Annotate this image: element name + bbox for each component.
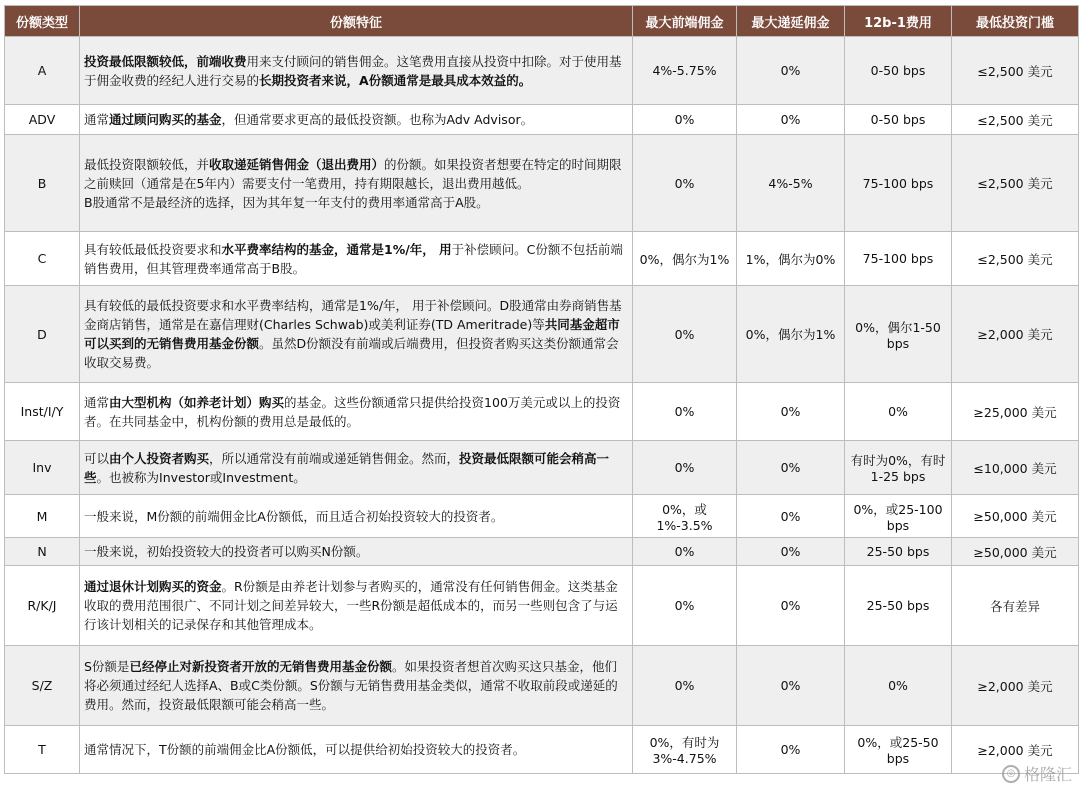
table-row: [5, 441, 1079, 495]
fee-12b1-cell: 25-50 bps: [845, 566, 952, 646]
feature-text: 最低投资限额较低，并: [84, 156, 210, 172]
watermark-logo-icon: ◎: [1002, 765, 1020, 783]
table-row: [5, 286, 1079, 383]
feature-text: 通常情况下，T份额的前端佣金比A份额低，可以提供给初始投资较大的投资者。: [84, 742, 526, 757]
feature-text-bold: 投资最低限额较低，前端收费: [84, 53, 247, 69]
feature-text: 。也被称为Investor或Investment。: [96, 469, 306, 485]
fee-12b1-cell: 75-100 bps: [845, 232, 952, 286]
feature-text-bold: 用: [434, 241, 452, 257]
min-investment-cell: ≥2,000 美元: [952, 726, 1079, 774]
share-type-cell: Inst/I/Y: [5, 383, 80, 441]
min-investment-cell: ≥2,000 美元: [952, 286, 1079, 383]
share-features-cell: [80, 566, 633, 646]
share-type-cell: T: [5, 726, 80, 774]
fee-12b1-cell: 0%，或25-50 bps: [845, 726, 952, 774]
table-row: [5, 383, 1079, 441]
feature-text-bold: 由大型机构（如养老计划）购买: [109, 394, 285, 410]
feature-text-bold: 投资最低限额可能会稍高一些: [84, 450, 610, 485]
feature-text-bold: 长期投资者来说，A份额通常是最具成本效益的。: [259, 72, 532, 88]
feature-text: 一般来说，M份额的前端佣金比A份额低，而且适合初始投资较大的投资者。: [84, 508, 504, 524]
fee-12b1-cell: 0-50 bps: [845, 105, 952, 135]
table-row: [5, 726, 1079, 774]
feature-text: 可以: [84, 450, 110, 466]
max-deferred-load-cell: 0%: [737, 495, 845, 538]
feature-text-bold: 由个人投资者购买: [109, 450, 210, 466]
max-front-load-cell: 0%: [633, 383, 737, 441]
header-max-deferred-load: 最大递延佣金: [737, 6, 845, 37]
share-features-cell: [80, 441, 633, 495]
share-features-cell: [80, 37, 633, 105]
feature-text: 用来支付顾问的销售佣金。这笔费用直接从投资中扣除。对于使用基于佣金收费的经纪人进行交易的: [84, 53, 622, 88]
share-features-cell: [80, 726, 633, 774]
min-investment-cell: ≥50,000 美元: [952, 495, 1079, 538]
max-front-load-cell: 0%: [633, 105, 737, 135]
table-row: [5, 566, 1079, 646]
max-deferred-load-cell: 0%，偶尔为1%: [737, 286, 845, 383]
feature-text: 的份额。如果投资者想要在特定的时间期限之前赎回（通常是在5年内）需要支付一笔费用，持有期限越长，退出费用越低。: [84, 156, 622, 191]
feature-text: 的基金。这些份额通常只提供给投资100万美元或以上的投资者。在共同基金中，机构份额的费用总是最低的。: [84, 394, 621, 429]
fee-12b1-cell: 75-100 bps: [845, 135, 952, 232]
share-type-cell: C: [5, 232, 80, 286]
fee-12b1-cell: 25-50 bps: [845, 538, 952, 566]
feature-text: 一般来说，初始投资较大的投资者可以购买N份额。: [84, 544, 369, 559]
max-deferred-load-cell: 4%-5%: [737, 135, 845, 232]
max-front-load-cell: 0%: [633, 646, 737, 726]
share-type-cell: N: [5, 538, 80, 566]
table-row: [5, 37, 1079, 105]
feature-text: 。R份额是由养老计划参与者购买的，通常没有任何销售佣金。这类基金收取的费用范围很广、不同计划之间差异较大，一些R份额是超低成本的，而另一些则包含了与运行该计划相关的记录保存和其他管理成本。: [84, 579, 618, 632]
feature-text-bold: 共同基金超市可以买到的无销售费用基金份额: [84, 317, 620, 351]
fee-12b1-cell: 0%，或25-100 bps: [845, 495, 952, 538]
header-share-type: 份额类型: [5, 6, 80, 37]
share-features-cell: [80, 538, 633, 566]
share-type-cell: B: [5, 135, 80, 232]
max-front-load-cell: 0%: [633, 286, 737, 383]
max-deferred-load-cell: 0%: [737, 37, 845, 105]
share-type-cell: M: [5, 495, 80, 538]
min-investment-cell: ≥25,000 美元: [952, 383, 1079, 441]
max-front-load-cell: 0%: [633, 135, 737, 232]
feature-text: 具有较低的最低投资要求和水平费率结构，通常是1%/年， 用于补偿顾问。D股通常由券商销售基金商店销售，通常是在嘉信理财(Charles Schwab)或美利证券(TD Ameritrade)等: [84, 298, 622, 332]
watermark: [1002, 762, 1072, 785]
min-investment-cell: ≤2,500 美元: [952, 105, 1079, 135]
table-row: [5, 538, 1079, 566]
max-deferred-load-cell: 0%: [737, 646, 845, 726]
min-investment-cell: ≥50,000 美元: [952, 538, 1079, 566]
header-max-front-load: 最大前端佣金: [633, 6, 737, 37]
feature-text: ，但通常要求更高的最低投资额。也称为Adv Advisor。: [221, 112, 534, 127]
max-front-load-cell: 0%: [633, 538, 737, 566]
min-investment-cell: ≤2,500 美元: [952, 37, 1079, 105]
table-row: [5, 646, 1079, 726]
share-features-cell: [80, 135, 633, 232]
max-front-load-cell: 0%: [633, 441, 737, 495]
feature-text: 通常: [84, 394, 110, 410]
fee-12b1-cell: 0%，偶尔1-50 bps: [845, 286, 952, 383]
feature-text-bold: 通过退休计划购买的资金: [84, 579, 222, 594]
feature-text-bold: 通过顾问购买的基金: [109, 112, 222, 127]
table-row: [5, 495, 1079, 538]
feature-text: 。虽然D份额没有前端或后端费用，但投资者购买这类份额通常会收取交易费。: [84, 336, 619, 370]
max-front-load-cell: 0%: [633, 566, 737, 646]
header-row: [5, 6, 1079, 37]
feature-text-bold: 收取递延销售佣金（退出费用）: [209, 156, 385, 172]
min-investment-cell: ≥2,000 美元: [952, 646, 1079, 726]
table-row: [5, 135, 1079, 232]
share-type-cell: S/Z: [5, 646, 80, 726]
max-deferred-load-cell: 0%: [737, 441, 845, 495]
feature-text: ，所以通常没有前端或递延销售佣金。然而，: [209, 450, 460, 466]
max-front-load-cell: 0%，偶尔为1%: [633, 232, 737, 286]
share-features-cell: [80, 495, 633, 538]
fee-12b1-cell: 0%: [845, 383, 952, 441]
share-class-table: [4, 5, 1079, 774]
share-features-cell: [80, 383, 633, 441]
feature-text: 具有较低最低投资要求和: [84, 241, 222, 257]
min-investment-cell: ≤2,500 美元: [952, 135, 1079, 232]
share-features-cell: [80, 105, 633, 135]
share-type-cell: D: [5, 286, 80, 383]
header-12b1-fee: 12b-1费用: [845, 6, 952, 37]
max-deferred-load-cell: 0%: [737, 105, 845, 135]
min-investment-cell: ≤10,000 美元: [952, 441, 1079, 495]
feature-text-bold: 已经停止对新投资者开放的无销售费用基金份额: [129, 659, 392, 674]
fee-12b1-cell: 0%: [845, 646, 952, 726]
share-type-cell: Inv: [5, 441, 80, 495]
header-min-investment: 最低投资门槛: [952, 6, 1079, 37]
max-deferred-load-cell: 0%: [737, 538, 845, 566]
min-investment-cell: ≤2,500 美元: [952, 232, 1079, 286]
fee-12b1-cell: 0-50 bps: [845, 37, 952, 105]
feature-text: B股通常不是最经济的选择，因为其年复一年支付的费用率通常高于A股。: [84, 194, 489, 210]
header-share-features: 份额特征: [80, 6, 633, 37]
max-front-load-cell: 4%-5.75%: [633, 37, 737, 105]
max-deferred-load-cell: 1%，偶尔为0%: [737, 232, 845, 286]
feature-text: 于补偿顾问。C份额不包括前端销售费用，但其管理费率通常高于B股。: [84, 241, 623, 276]
feature-text: S份额是: [84, 659, 130, 674]
table-row: [5, 232, 1079, 286]
max-deferred-load-cell: 0%: [737, 726, 845, 774]
feature-text: 。如果投资者想首次购买这只基金，他们将必须通过经纪人选择A、B或C类份额。S份额与无销售费用基金类似，通常不收取前段或递延的费用。然而，投资最低限额可能会稍高一些。: [84, 659, 618, 712]
share-type-cell: ADV: [5, 105, 80, 135]
share-type-cell: A: [5, 37, 80, 105]
watermark-text: 格隆汇: [1023, 765, 1072, 784]
max-front-load-cell: 0%，或1%-3.5%: [633, 495, 737, 538]
fee-12b1-cell: 有时为0%，有时1-25 bps: [845, 441, 952, 495]
max-deferred-load-cell: 0%: [737, 566, 845, 646]
max-deferred-load-cell: 0%: [737, 383, 845, 441]
min-investment-cell: 各有差异: [952, 566, 1079, 646]
table-row: [5, 105, 1079, 135]
share-features-cell: [80, 232, 633, 286]
share-features-cell: [80, 286, 633, 383]
share-type-cell: R/K/J: [5, 566, 80, 646]
share-features-cell: [80, 646, 633, 726]
feature-text: 通常: [84, 112, 110, 127]
max-front-load-cell: 0%，有时为3%-4.75%: [633, 726, 737, 774]
feature-text-bold: 水平费率结构的基金，通常是1%/年，: [221, 241, 435, 257]
